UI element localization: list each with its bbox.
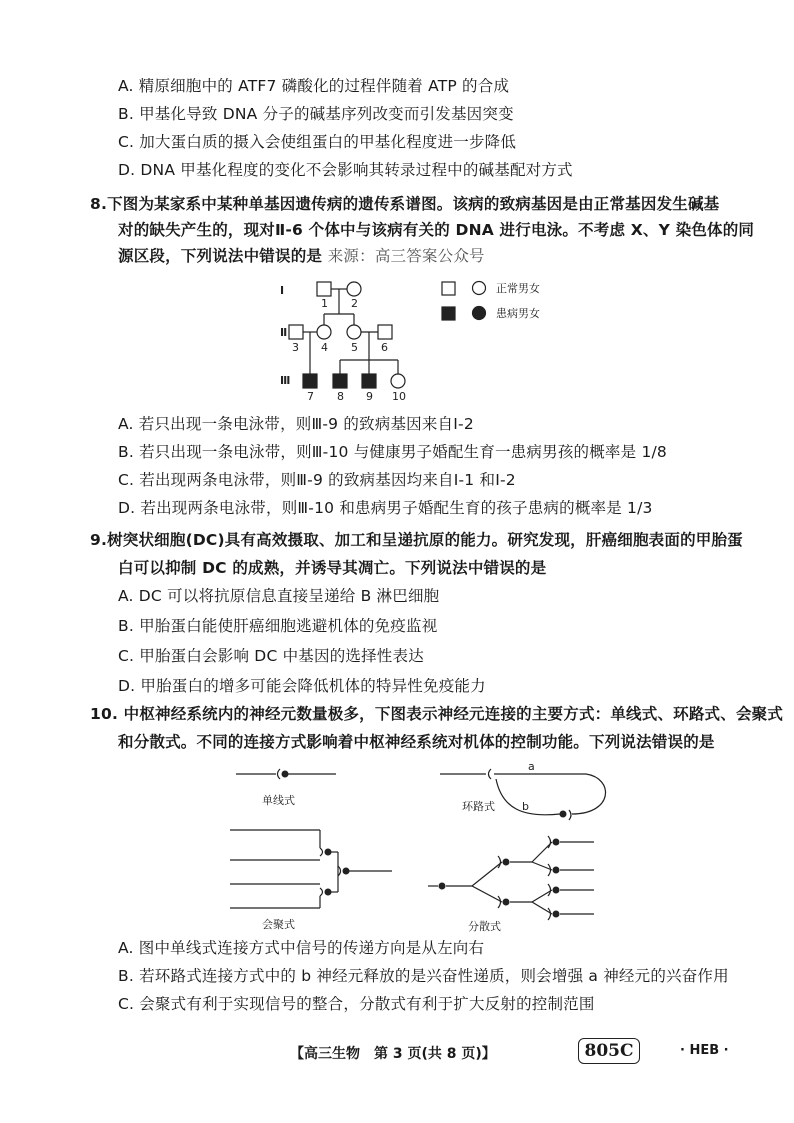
individual-2 bbox=[347, 282, 361, 296]
individual-7 bbox=[303, 374, 317, 388]
legend-normal-male bbox=[442, 282, 455, 295]
id-2: 2 bbox=[351, 297, 358, 310]
q10-stem-line2: 和分散式。不同的连接方式影响着中枢神经系统对机体的控制功能。下列说法错误的是 bbox=[118, 733, 715, 751]
individual-3 bbox=[289, 325, 303, 339]
footer-tag: · HEB · bbox=[680, 1043, 729, 1058]
single-line-connection bbox=[236, 769, 336, 779]
label-loop: 环路式 bbox=[462, 800, 495, 813]
q9-option-d: D. 甲胎蛋白的增多可能会降低机体的特异性免疫能力 bbox=[118, 677, 486, 695]
q8-stem-line2: 对的缺失产生的，现对Ⅱ-6 个体中与该病有关的 DNA 进行电泳。不考虑 X、Y 染色体的同 bbox=[118, 221, 755, 239]
exam-code-badge: 805C bbox=[578, 1038, 640, 1064]
label-single: 单线式 bbox=[262, 794, 295, 807]
q8-option-d: D. 若出现两条电泳带，则Ⅲ-10 和患病男子婚配生育的孩子患病的概率是 1/3 bbox=[118, 499, 653, 517]
label-diverge: 分散式 bbox=[468, 920, 501, 932]
label-b: b bbox=[522, 800, 529, 813]
legend-normal-label: 正常男女 bbox=[496, 282, 540, 295]
gen-label-3: Ⅲ bbox=[280, 374, 291, 387]
q9-stem-line1: 9.树突状细胞(DC)具有高效摄取、加工和呈递抗原的能力。研究发现，肝癌细胞表面的甲胎蛋 bbox=[90, 531, 743, 549]
q10-option-b: B. 若环路式连接方式中的 b 神经元释放的是兴奋性递质，则会增强 a 神经元的兴奋作用 bbox=[118, 967, 729, 985]
id-1: 1 bbox=[321, 297, 328, 310]
legend-affected-male bbox=[442, 307, 455, 320]
individual-10 bbox=[391, 374, 405, 388]
q8-stem-line3 bbox=[118, 246, 485, 266]
id-9: 9 bbox=[366, 390, 373, 403]
q8-option-b: B. 若只出现一条电泳带，则Ⅲ-10 与健康男子婚配生育一患病男孩的概率是 1/8 bbox=[118, 443, 667, 461]
pedigree-chart bbox=[270, 272, 570, 406]
id-10: 10 bbox=[392, 390, 406, 403]
q10-stem-line1: 10. 中枢神经系统内的神经元数量极多，下图表示神经元连接的主要方式：单线式、环路式、会聚式 bbox=[90, 705, 784, 723]
individual-5 bbox=[347, 325, 361, 339]
gen-label-2: Ⅱ bbox=[280, 326, 288, 339]
q9-option-c: C. 甲胎蛋白会影响 DC 中基因的选择性表达 bbox=[118, 647, 424, 665]
convergent-connection bbox=[230, 830, 392, 908]
q10-option-a: A. 图中单线式连接方式中信号的传递方向是从左向右 bbox=[118, 939, 485, 957]
id-8: 8 bbox=[337, 390, 344, 403]
source-note: 来源：高三答案公众号 bbox=[327, 247, 485, 265]
legend-normal-female bbox=[473, 282, 486, 295]
page-footer-title: 【高三生物 第 3 页(共 8 页)】 bbox=[290, 1046, 496, 1062]
individual-4 bbox=[317, 325, 331, 339]
id-4: 4 bbox=[321, 341, 328, 354]
gen-label-1: Ⅰ bbox=[280, 284, 285, 297]
q8-stem-text: 源区段，下列说法中错误的是 bbox=[118, 247, 323, 265]
id-3: 3 bbox=[292, 341, 299, 354]
q8-stem-line1: 8.下图为某家系中某种单基因遗传病的遗传系谱图。该病的致病基因是由正常基因发生碱基 bbox=[90, 195, 720, 213]
divergent-connection bbox=[428, 836, 594, 920]
q9-stem-line2: 白可以抑制 DC 的成熟，并诱导其凋亡。下列说法中错误的是 bbox=[118, 559, 547, 577]
q10-option-c: C. 会聚式有利于实现信号的整合，分散式有利于扩大反射的控制范围 bbox=[118, 995, 595, 1013]
label-a: a bbox=[528, 760, 535, 773]
q7-option-b: B. 甲基化导致 DNA 分子的碱基序列改变而引发基因突变 bbox=[118, 105, 514, 123]
individual-6 bbox=[378, 325, 392, 339]
individual-9 bbox=[362, 374, 376, 388]
q7-option-c: C. 加大蛋白质的摄入会使组蛋白的甲基化程度进一步降低 bbox=[118, 133, 517, 151]
q9-option-a: A. DC 可以将抗原信息直接呈递给 B 淋巴细胞 bbox=[118, 587, 440, 605]
legend-affected-label: 患病男女 bbox=[496, 307, 540, 320]
q8-option-c: C. 若出现两条电泳带，则Ⅲ-9 的致病基因均来自Ⅰ-1 和Ⅰ-2 bbox=[118, 471, 516, 489]
label-converge: 会聚式 bbox=[262, 918, 295, 931]
q9-option-b: B. 甲胎蛋白能使肝癌细胞逃避机体的免疫监视 bbox=[118, 617, 438, 635]
id-6: 6 bbox=[381, 341, 388, 354]
individual-1 bbox=[317, 282, 331, 296]
neuron-connection-diagram bbox=[222, 756, 622, 932]
q8-option-a: A. 若只出现一条电泳带，则Ⅲ-9 的致病基因来自Ⅰ-2 bbox=[118, 415, 474, 433]
q7-option-a: A. 精原细胞中的 ATF7 磷酸化的过程伴随着 ATP 的合成 bbox=[118, 77, 510, 95]
individual-8 bbox=[333, 374, 347, 388]
id-5: 5 bbox=[351, 341, 358, 354]
q7-option-d: D. DNA 甲基化程度的变化不会影响其转录过程中的碱基配对方式 bbox=[118, 161, 573, 179]
legend-affected-female bbox=[473, 307, 486, 320]
id-7: 7 bbox=[307, 390, 314, 403]
